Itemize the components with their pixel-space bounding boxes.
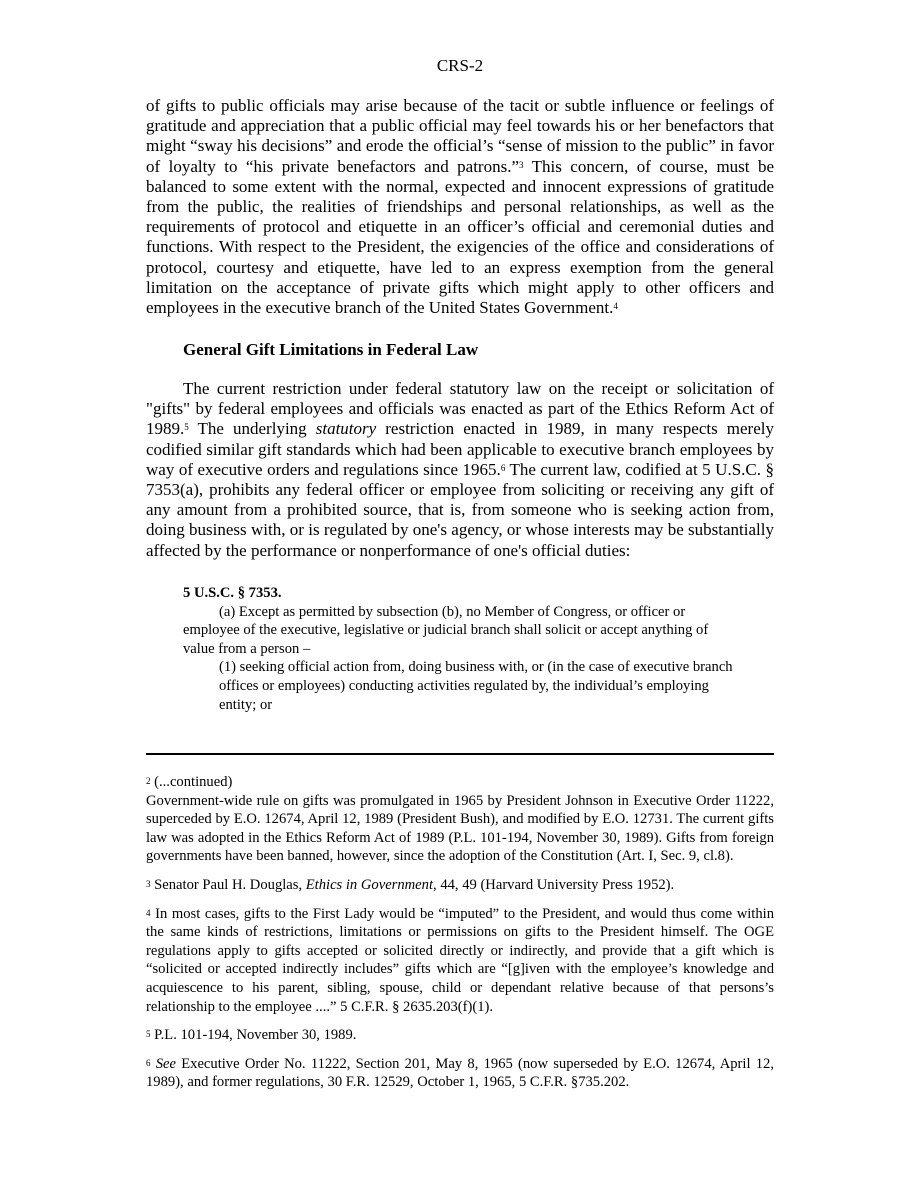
- footnote-3: [146, 876, 774, 895]
- footnote-2: [146, 773, 774, 866]
- paragraph-1-text-a: of gifts to public officials may arise because of the tacit or subtle influence or feelings of gratitude and appreciation that a public official may feel towards his or her benefactors that might “sway his decisions” and erode the official’s “sense of mission to the public” in favor of loyalty to “his private benefactors and patrons.”: [146, 96, 774, 176]
- statute-item-1: (1) seeking official action from, doing business with, or (in the case of executive branch offices or employees) conducting activities regulated by, the individual’s employing entity; or: [219, 659, 733, 713]
- footnote-4: [146, 905, 774, 1017]
- footnote-ref-5[interactable]: 5: [184, 422, 189, 433]
- footnote-6-text: Executive Order No. 11222, Section 201, May 8, 1965 (now superseded by E.O. 12674, April 12, 1989), and former regulations, 30 F.R. 12529, October 1, 1965, 5 C.F.R. §735.202.: [146, 1055, 775, 1091]
- paragraph-2-text-c: restriction enacted in 1989, in many respects merely codified similar gift standards which had been applicable to executive branch employees by way of executive orders and regulations since 1965.: [146, 419, 774, 479]
- body-paragraph-2: [146, 379, 774, 561]
- footnote-5-text: P.L. 101-194, November 30, 1989.: [150, 1027, 357, 1044]
- page-header: CRS-2: [436, 56, 484, 75]
- paragraph-1-text-b: This concern, of course, must be balanced to some extent with the normal, expected and innocent expressions of gratitude from the public, the realities of friendships and personal relationships, as well as the requirements of protocol and etiquette in an officer’s official and ceremonial duties and functions. With respect to the President, the exigencies of the office and considerations of protocol, courtesy and etiquette, have led to an express exemption from the general limitation on the acceptance of private gifts which might apply to other officers and employees in the executive branch of the United States Government.: [146, 156, 774, 318]
- footnote-3-post: , 44, 49 (Harvard University Press 1952).: [433, 876, 675, 893]
- footnote-4-text: In most cases, gifts to the First Lady would be “imputed” to the President, and would thus come within the same kinds of restrictions, limitations or permissions on gifts to the President himself. The OGE regulations apply to gifts accepted or solicited directly or indirectly, and provide that a gift which is “solicited or accepted indirectly includes” gifts which are “[g]iven with the employee’s knowledge and acquiescence to his parent, sibling, spouse, child or dependant relative because of that persons’s relationship to the employee ....” 5 C.F.R. § 2635.203(f)(1).: [146, 905, 774, 1015]
- footnote-5: [146, 1026, 774, 1045]
- footnote-3-book-title: Ethics in Government: [305, 876, 434, 893]
- statute-title: 5 U.S.C. § 7353.: [183, 585, 282, 601]
- paragraph-2-text-d: The current law, codified at 5 U.S.C. § 7353(a), prohibits any federal officer or employee from soliciting or receiving any gift of any amount from a prohibited source, that is, from someone who is seeking action from, doing business with, or is regulated by one's agency, or whose interests may be substantially affected by the performance or nonperformance of one's official duties:: [146, 459, 774, 560]
- footnote-ref-4[interactable]: 4: [613, 301, 618, 312]
- footnote-number: 5: [146, 1029, 151, 1040]
- footnote-3-pre: Senator Paul H. Douglas,: [150, 876, 306, 893]
- footnote-6: [146, 1055, 774, 1092]
- paragraph-2-text-a: The current restriction under federal statutory law on the receipt or solicitation of "gifts" by federal employees and officials was enacted as part of the Ethics Reform Act of 1989.: [146, 379, 774, 439]
- footnote-divider: [146, 753, 774, 755]
- footnote-2-continued: (...continued): [150, 774, 233, 790]
- footnote-ref-3[interactable]: 3: [519, 159, 524, 170]
- footnote-number: 3: [146, 878, 151, 889]
- footnote-number: 6: [146, 1057, 151, 1068]
- footnote-number: 4: [146, 907, 151, 918]
- statute-subsection-a: (a) Except as permitted by subsection (b), no Member of Congress, or officer or employee of the executive, legislative or judicial branch shall solicit or accept anything of value from a person –: [183, 603, 709, 657]
- footnotes: [146, 773, 774, 1102]
- body-paragraph-1: [146, 96, 774, 318]
- footnote-ref-6[interactable]: 6: [500, 462, 506, 473]
- footnote-number: 2: [146, 776, 151, 786]
- footnote-2-text: Government-wide rule on gifts was promulgated in 1965 by President Johnson in Executive Order 11222, superceded by E.O. 12674, April 12, 1989 (President Bush), and modified by E.O. 12731. The current gifts law was adopted in the Ethics Reform Act of 1989 (P.L. 101-194, November 30, 1989). Gifts from foreign governments have been banned, however, since the adoption of the Constitution (Art. I, Sec. 9, cl.8).: [146, 792, 774, 865]
- footnote-6-see: See: [150, 1055, 176, 1072]
- statute-block-quote: [183, 584, 743, 714]
- section-heading: General Gift Limitations in Federal Law: [183, 340, 479, 359]
- paragraph-2-italic: statutory: [315, 419, 377, 439]
- paragraph-2-text-b: The underlying: [188, 419, 316, 439]
